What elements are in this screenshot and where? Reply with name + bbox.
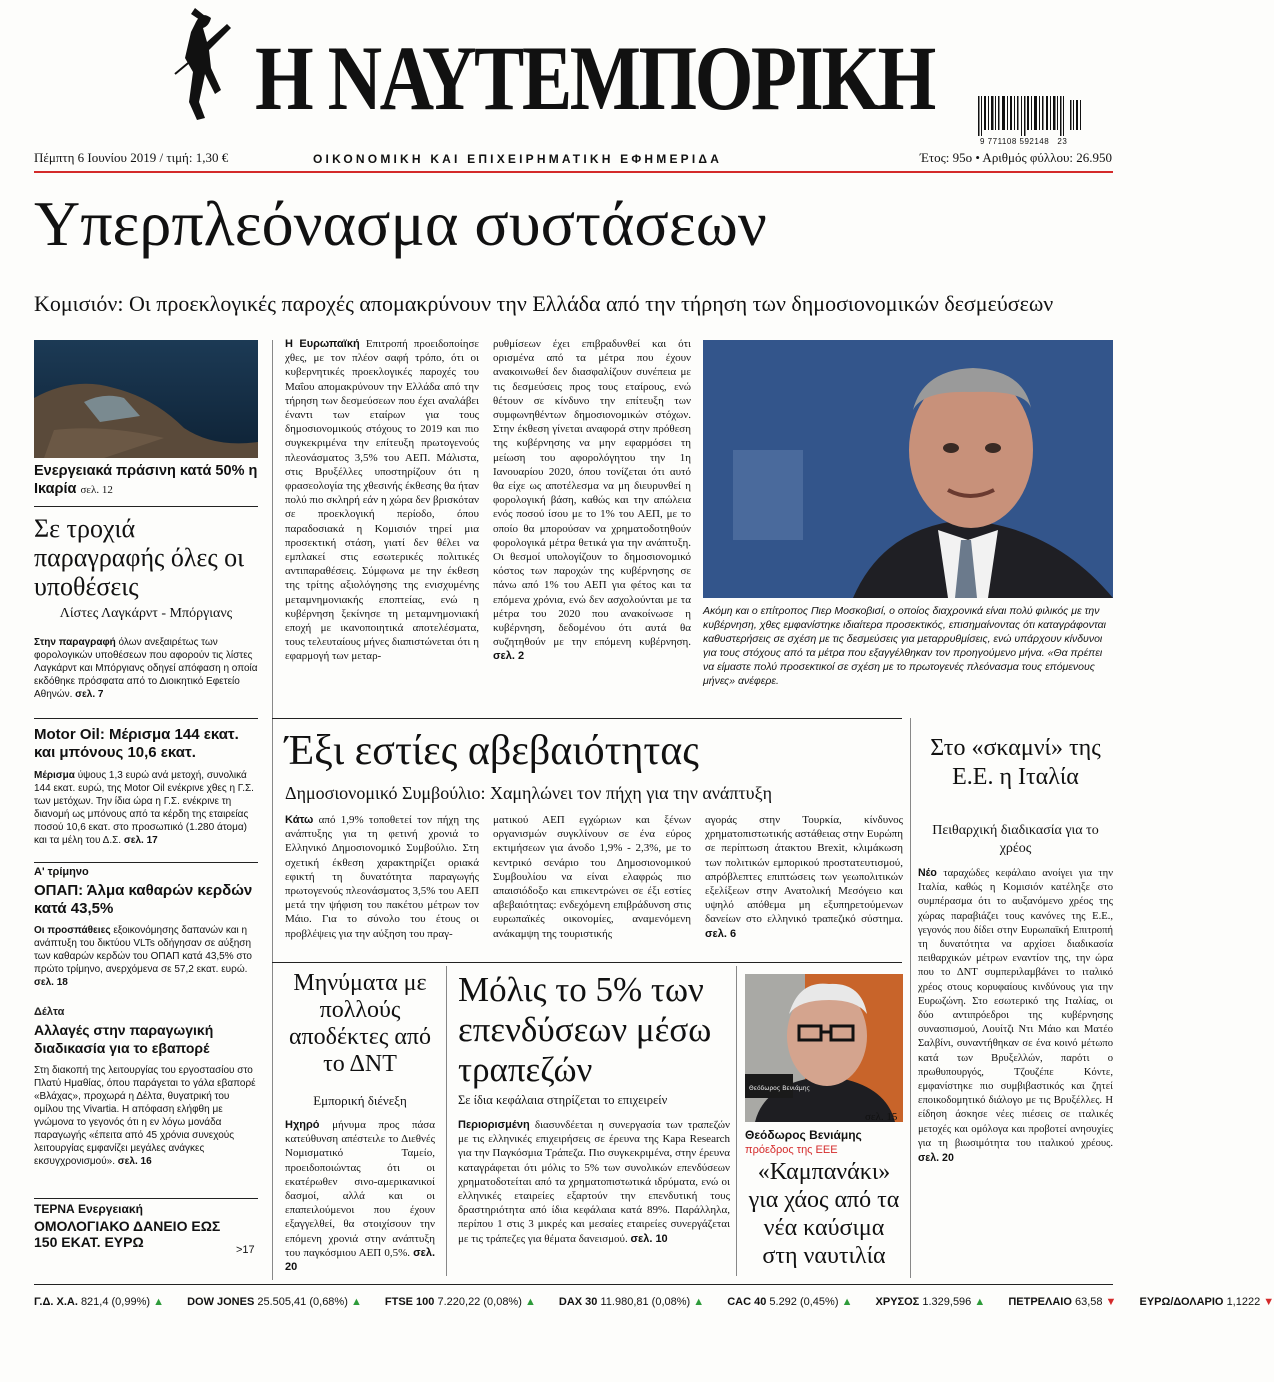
masthead-subtitle: ΟΙΚΟΝΟΜΙΚΗ ΚΑΙ ΕΠΙΧΕΙΡΗΜΑΤΙΚΗ ΕΦΗΜΕΡΙΔΑ: [313, 152, 723, 166]
delta-headline[interactable]: Αλλαγές στην παραγωγική διαδικασία για το εβαπορέ: [34, 1022, 214, 1056]
veniamis-photo: [745, 974, 903, 1122]
motor-oil-headline[interactable]: Motor Oil: Μέρισμα 144 εκατ. και μπόνους 10,6 εκατ.: [34, 726, 239, 761]
terna-ref[interactable]: >17: [236, 1244, 255, 1256]
moscovici-photo: [703, 340, 1113, 598]
ikaria-photo: [34, 340, 258, 458]
divider: [272, 718, 902, 719]
ticker-item: CAC 40 5.292 (0,45%) ▲: [727, 1296, 853, 1308]
mid-deck: Δημοσιονομικό Συμβούλιο: Χαμηλώνει τον πήχη για την ανάπτυξη: [285, 783, 773, 803]
lead-body-col2: ρυθμίσεων έχει επιβραδυνθεί και ότι ορισμένα από τα μέτρα που έχουν ανακοινωθεί δεν διασφαλίζουν συνέπεια με τις δεσμεύσεις προς τους εταίρους, ενώ θέτουν σε κίνδυνο την επίτευξη των συμφωνηθέντων δημοσιονομικών στόχων. Στην έκθεση γίνεται αναφορά στην πρόθεση της κυβέρνησης να μην εφαρμόσει τη μείωση του αφορολόγητου την 1η Ιανουαρίου 2020, όπου τονίζεται ότι αυτό θα είχε ως αποτέλεσμα να μη διευρυνθεί η φορολογική βάση, καθώς και την απώλεια ενός ποσού ίσου με το 1% του ΑΕΠ, με το οποίο θα μπορούσαν να χρηματοδοτηθούν φορολογικά μέτρα θετικά για την ανάπτυξη. Οι θεσμοί υπολογίζουν το δημοσιονομικό κόστος των παροχών της κυβέρνησης σε πάνω από 1% του ΑΕΠ για φέτος και τα επόμενα χρόνια, ενώ δεν ασχολούνται με τα μέτρα του 2020 που ανακοίνωσε η κυβέρνηση, δεδομένου ότι αυτά θα συζητηθούν με την επόμενη κυβέρνηση. σελ. 2: [493, 338, 691, 663]
trochia-subhead: Λίστες Λαγκάρντ - Μπόργιανς: [59, 606, 233, 621]
divider: [34, 718, 258, 719]
invest-subhead: Σε ίδια κεφάλαια στηρίζεται το επιχειρείν: [458, 1093, 668, 1107]
italy-headline[interactable]: Στο «σκαμνί» της Ε.Ε. η Ιταλία: [930, 735, 1101, 790]
opap-kicker: Α' τρίμηνο: [34, 866, 89, 878]
masthead-divider: [34, 171, 1113, 173]
trochia-headline[interactable]: Σε τροχιά παραγραφής όλες οι υποθέσεις: [34, 514, 245, 601]
issue-number: Έτος: 95ο • Αριθμός φύλλου: 26.950: [919, 150, 1112, 165]
lead-body-col1: Η Ευρωπαϊκή Επιτροπή προειδοποίησε χθες, με τον πλέον σαφή τρόπο, ότι οι κυβερνητικές προεκλογικές παροχές του Μαΐου απομακρύνουν την Ελλάδα από την τήρηση των δεσμεύσεων που έχει αναλάβει έναντι των εταίρων για τους δημοσιονομικούς στόχους το 2019 και πιο συγκεκριμένα την επίτευξη πρωτογενούς πλεονάσματος 3,5% του ΑΕΠ. Μάλιστα, στις Βρυξέλλες υποστηρίζουν ότι η φρασεολογία της χθεσινής έκθεσης θα ήταν πολύ πιο σκληρή εάν η χώρα δεν βρισκόταν σε προεκλογική περίοδο, όπου παραδοσιακά η Κομισιόν τηρεί μια προσεκτική στάση, γιατί δεν θέλει να εμπλακεί στις εσωτερικές πολιτικές αντιπαραθέσεις. Σύμφωνα με την έκθεση της τρίτης αξιολόγησης της ενισχυμένης μεταμνημονιακής εποπτείας, ενώ η κυβέρνηση ξεκίνησε τη μεταμνημονιακή εποχή με ικανοποιητικά αποτελέσματα, τους τελευταίους μήνες διαπιστώνεται ότι η εφαρμογή των μεταρ-: [285, 338, 479, 663]
moscovici-caption: Ακόμη και ο επίτροπος Πιερ Μοσκοβισί, ο οποίος διαχρονικά είναι πολύ φιλικός με την κυβέρνηση, χθες εμφανίστηκε ιδιαίτερα προσεκτικός, επισημαίνοντας ότι καταγράφονται καθυστερήσεις σε σχέση με τις δεσμεύσεις για μεταρρυθμίσεις, ενώ υπάρχουν κίνδυνοι για τους στόχους από τα μέτρα που εξαγγέλθηκαν τον προηγούμενο μήνα. «Θα πρέπει να είμαστε πολύ προσεκτικοί σε σχέση με το πρωτογενές πλεόνασμα τους επόμενους μήνες» ανέφερε.: [703, 605, 1106, 687]
ticker-item: DAX 30 11.980,81 (0,08%) ▲: [558, 1296, 705, 1308]
barcode: [978, 96, 1083, 136]
ticker-item: ΠΕΤΡΕΛΑΙΟ 63,58 ▼: [1008, 1296, 1117, 1308]
veniamis-name: Θεόδωρος Βενιάμης: [745, 1128, 862, 1142]
dnt-headline[interactable]: Μηνύματα με πολλούς αποδέκτες από το ΔΝΤ: [288, 970, 432, 1077]
market-ticker: [34, 1296, 1274, 1308]
italy-body: Νέο ταραχώδες κεφάλαιο ανοίγει για την Ιταλία, καθώς η Κομισιόν κατέληξε στο συμπέρασμα ότι το αυξανόμενο χρέος της χώρας παραβιάζει τους κανόνες της Ε.Ε., γεγονός που δίδει στην Ευρωπαϊκή Επιτροπή τη δυνατότητα να αρχίσει διαδικασία πειθαρχικών μέτρων εναντίον της, την ώρα που το ΔΝΤ συμπεριλαμβάνει το ιταλικό χρέος στους κορυφαίους κινδύνους για την Ευρωζώνη. Στο εσωτερικό της Ιταλίας, οι δύο αντιπρόεδροι της κυβέρνησης συνασπισμού, Λουίτζι Ντι Μάιο και Ματέο Σαλβίνι, συναντήθηκαν σε ένα κοινό μέτωπο κατά των Βρυξελλών, παρότι ο πρωθυπουργός, Τζουζέπε Κόντε, εμφανίστηκε πιο συμβιβαστικός και ζητεί εποικοδομητικό διάλογο με τις Βρυξέλλες. Η είδηση άσκησε νέες πιέσεις σε ιταλικές μετοχές και ομόλογα και προβοτεί ανησυχίες για τη βιωσιμότητα του ιταλικού χρέους. σελ. 20: [918, 867, 1113, 1165]
invest-headline[interactable]: Μόλις το 5% των επενδύσεων μέσω τραπεζών: [458, 970, 712, 1089]
veniamis-role: πρόεδρος της ΕΕΕ: [745, 1144, 838, 1156]
dnt-body: Ηχηρό μήνυμα προς πάσα κατεύθυνση απέστειλε το Διεθνές Νομισματικό Ταμείο, προειδοποιώντας ότι οι εκατέρωθεν σινο-αμερικανικοί δασμοί, αλλά και οι επαπειλούμενοι που έχουν εξαγγελθεί, θα στοιχίσουν την επόμενη χρονιά στην ανάπτυξη του παγκόσμιου ΑΕΠ 0,5%. σελ. 20: [285, 1119, 436, 1274]
column-rule: [736, 966, 737, 1276]
invest-body: Περιορισμένη διασυνδέεται η συνεργασία των τραπεζών με τις ελληνικές επιχειρήσεις σε έρευνα της Kapa Research για την Παγκόσμια Τράπεζα. Πιο συγκεκριμένα, στην έρευνα καταγράφεται ότι μόλις το 5% των συνολικών επενδύσεων χρηματοδοτείται από τα χρηματοπιστωτικά ιδρύματα, ενώ οι ελληνικές εταιρείες εξαρτούν την επενδυτική τους δραστηριότητα από ίδια κεφάλαια κατά 89%. Παράλληλα, περίπου 1 στις 3 μικρές και μεσαίες εταιρείες συνεργάζεται με τις τράπεζες για θέματα δανεισμού. σελ. 10: [458, 1119, 730, 1245]
barcode-number: 9 771108 592148 23: [980, 137, 1068, 146]
dnt-subhead: Εμπορική διένεξη: [313, 1093, 407, 1108]
divider: [34, 862, 258, 863]
mid-body-col1: Κάτω από 1,9% τοποθετεί τον πήχη της ανάπτυξης για τη φετινή χρονιά το Ελληνικό Δημοσιονομικό Συμβούλιο. Στη σχετική έκθεση χαρακτηρίζει οριακά εφικτή τη δυνατότητα παραγωγής πρωτογενούς πλεονάσματος 3,5% του ΑΕΠ μετά την ψήφιση του πακέτου μέτρων τον Μάιο. Για το σύνολο του έτους οι προβλέψεις για την αύξηση του πραγ-: [285, 814, 479, 940]
divider: [34, 506, 258, 507]
ticker-divider: [34, 1284, 1113, 1285]
ticker-item: FTSE 100 7.220,22 (0,08%) ▲: [384, 1296, 536, 1308]
column-rule: [272, 340, 273, 1280]
masthead-title: Η ΝΑΥΤΕΜΠΟΡΙΚΗ: [255, 27, 934, 129]
divider: [34, 1198, 258, 1199]
ticker-item: ΕΥΡΩ/ΔΟΛΑΡΙΟ 1,1222 ▼: [1139, 1296, 1274, 1308]
veniamis-headline[interactable]: «Καμπανάκι» για χάος από τα νέα καύσιμα στη ναυτιλία: [748, 1159, 900, 1269]
mid-headline[interactable]: Έξι εστίες αβεβαιότητας: [285, 728, 699, 774]
ticker-item: DOW JONES 25.505,41 (0,68%) ▲: [187, 1296, 362, 1308]
trochia-body: Στην παραγραφή όλων ανεξαιρέτως των φορολογικών υποθέσεων που αφορούν τις λίστες Λαγκάρντ και Μπόργιανς οδηγεί απόφαση η οποία εκδόθηκε πρόσφατα από το Διοικητικό Εφετείο Αθηνών. σελ. 7: [34, 637, 258, 700]
opap-headline[interactable]: ΟΠΑΠ: Άλμα καθαρών κερδών κατά 43,5%: [34, 882, 253, 917]
delta-body: Στη διακοπή της λειτουργίας του εργοστασίου στο Πλατύ Ημαθίας, όπου παράγεται το γάλα εβαπορέ «Βλάχας», προχωρά η Δέλτα, θυγατρική του ομίλου της Vivartia. Η απόφαση ελήφθη με γνώμονα το γεγονός ότι η εν λόγω μονάδα παραγωγής «έπειτα από 45 χρόνια συνεχούς λειτουργίας εμφανίζει μεγάλες ανάγκες εκσυγχρονισμού». σελ. 16: [34, 1065, 256, 1167]
terna-headline[interactable]: ΟΜΟΛΟΓΙΑΚΟ ΔΑΝΕΙΟ ΕΩΣ 150 ΕΚΑΤ. ΕΥΡΩ: [34, 1218, 221, 1250]
mid-body-col2: ματικού ΑΕΠ εγχώριων και ξένων οργανισμών συγκλίνουν σε ένα εύρος εκτιμήσεων για άνοδο 1,9% - 2,3%, με το κεντρικό σενάριο του Δημοσιονομικού Συμβουλίου να είναι ελαφρώς πιο απαισιόδοξο και επικεντρώνει σε έξι εστίες αβεβαιότητας: ενδεχόμενη επιβράδυνση στις ευρωπαϊκές οικονομίες, αναμενόμενη ανάκαμψη της τουριστικής: [493, 814, 691, 940]
delta-kicker: Δέλτα: [34, 1006, 65, 1018]
veniamis-photo-ref[interactable]: σελ. 15: [865, 1111, 898, 1123]
divider: [272, 962, 902, 963]
dateline: Πέμπτη 6 Ιουνίου 2019 / τιμή: 1,30 €: [34, 150, 229, 165]
column-rule: [446, 966, 447, 1276]
column-rule: [910, 718, 911, 1278]
hermes-logo-icon: [165, 4, 237, 144]
veniamis-photo-mic-text: Θεόδωρος Βενιάμης: [749, 1085, 811, 1092]
lead-headline[interactable]: Υπερπλεόνασμα συστάσεων: [34, 188, 767, 259]
mid-body-col3: αγοράς στην Τουρκία, κίνδυνος χρηματοπιστωτικής αστάθειας στην Ευρώπη σε περίπτωση άτακτου Brexit, κλιμάκωση των πολιτικών εμπορικού προστατευτισμού, απρόβλεπτες επιπτώσεις των γεωπολιτικών εξελίξεων στην Ανατολική Μεσόγειο και υψηλό απόθεμα μη εξυπηρετούμενων δανείων στο ελληνικό τραπεζικό σύστημα. σελ. 6: [705, 814, 903, 940]
terna-kicker: ΤΕΡΝΑ Ενεργειακή: [34, 1202, 143, 1216]
opap-body: Οι προσπάθειες εξοικονόμησης δαπανών και η ανάπτυξη του δικτύου VLTs οδήγησαν σε αύξηση των καθαρών κερδών του ΟΠΑΠ κατά 43,5% στο πρώτο τρίμηνο, ανερχόμενα σε 57,2 εκατ. ευρώ. σελ. 18: [34, 925, 252, 988]
ticker-item: Γ.Δ. Χ.Α. 821,4 (0,99%) ▲: [34, 1296, 164, 1308]
italy-subhead: Πειθαρχική διαδικασία για το χρέος: [932, 823, 1099, 856]
motor-oil-body: Μέρισμα ύψους 1,3 ευρώ ανά μετοχή, συνολικά 144 εκατ. ευρώ, της Motor Oil ενέκρινε χθες η Γ.Σ. των μετόχων. Την ίδια ώρα η Γ.Σ. ενέκρινε τη διανομή ως μπόνους από τα κέρδη της εταιρείας ποσού 10,6 εκατ. στο προσωπικό (1.280 άτομα) και τα μέλη του Δ.Σ. σελ. 17: [34, 770, 254, 846]
ikaria-headline[interactable]: Ενεργειακά πράσινη κατά 50% η Ικαρία σελ. 12: [34, 463, 258, 497]
lead-deck: Κομισιόν: Οι προεκλογικές παροχές απομακρύνουν την Ελλάδα από την τήρηση των δημοσιονομικών δεσμεύσεων: [34, 291, 1054, 316]
ticker-item: ΧΡΥΣΟΣ 1.329,596 ▲: [875, 1296, 986, 1308]
